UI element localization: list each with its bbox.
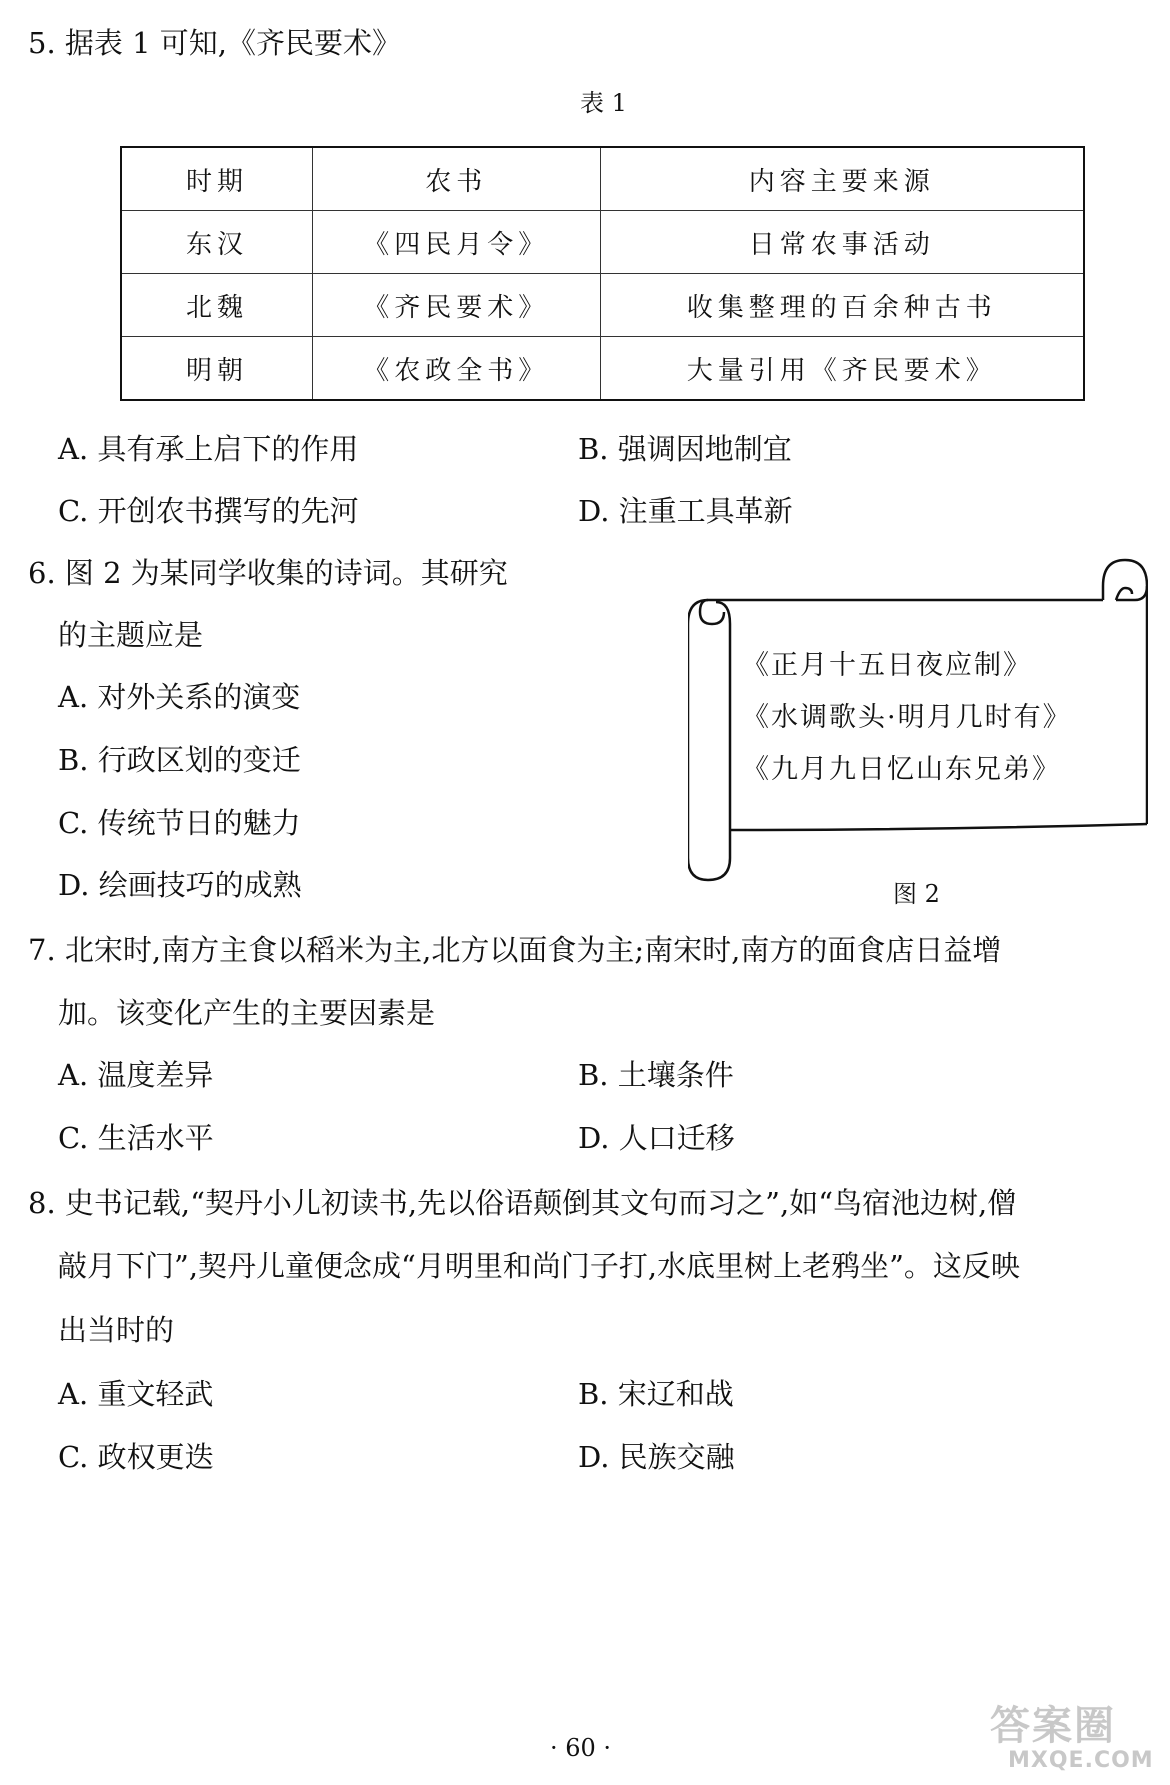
- agricultural-books-table: [120, 146, 1085, 401]
- q8-option-a[interactable]: A. 重文轻武: [58, 1377, 214, 1411]
- watermark-logo: [990, 1694, 1116, 1751]
- watermark-text: 答案圈: [990, 1703, 1116, 1749]
- scroll-poem-2: 《水调歌头·明月几时有》: [742, 702, 1072, 733]
- table-cell: 收集整理的百余种古书: [600, 274, 1084, 337]
- q6-option-d[interactable]: D. 绘画技巧的成熟: [58, 868, 302, 902]
- table-caption: 表 1: [580, 89, 627, 117]
- q7-option-a[interactable]: A. 温度差异: [58, 1058, 214, 1092]
- q6-option-b[interactable]: B. 行政区划的变迁: [58, 743, 301, 777]
- q7-option-c[interactable]: C. 生活水平: [58, 1121, 214, 1155]
- figure-caption: 图 2: [893, 880, 940, 908]
- watermark-url: MXQE.COM: [1008, 1748, 1154, 1773]
- q6-option-a[interactable]: A. 对外关系的演变: [58, 680, 301, 714]
- q5-option-a[interactable]: A. 具有承上启下的作用: [58, 432, 359, 466]
- q5-option-d[interactable]: D. 注重工具革新: [578, 494, 793, 528]
- table-header-cell: 内容主要来源: [600, 147, 1084, 211]
- table-cell: 北魏: [121, 274, 313, 337]
- q8-option-c[interactable]: C. 政权更迭: [58, 1440, 214, 1474]
- table-cell: 明朝: [121, 337, 313, 401]
- table-cell: 东汉: [121, 211, 313, 274]
- q7-option-d[interactable]: D. 人口迁移: [578, 1121, 735, 1155]
- scroll-poem-1: 《正月十五日夜应制》: [742, 650, 1032, 681]
- q5-option-b[interactable]: B. 强调因地制宜: [578, 432, 792, 466]
- q6-option-c[interactable]: C. 传统节日的魅力: [58, 806, 301, 840]
- table-header-cell: 农书: [313, 147, 600, 211]
- table-cell: 《农政全书》: [313, 337, 600, 401]
- scroll-poem-3: 《九月九日忆山东兄弟》: [742, 754, 1061, 785]
- q7-stem-line2: 加。该变化产生的主要因素是: [58, 996, 436, 1030]
- q8-stem-line3: 出当时的: [58, 1313, 175, 1347]
- table-cell: 《四民月令》: [313, 211, 600, 274]
- q8-option-b[interactable]: B. 宋辽和战: [578, 1377, 734, 1411]
- q8-option-d[interactable]: D. 民族交融: [578, 1440, 735, 1474]
- page-number: · 60 ·: [550, 1734, 612, 1762]
- q5-option-c[interactable]: C. 开创农书撰写的先河: [58, 494, 359, 528]
- q8-stem-line1: 8. 史书记载,“契丹小儿初读书,先以俗语颠倒其文句而习之”,如“鸟宿池边树,僧: [28, 1186, 1017, 1220]
- table-cell: 日常农事活动: [600, 211, 1084, 274]
- table-cell: 《齐民要术》: [313, 274, 600, 337]
- q7-option-b[interactable]: B. 土壤条件: [578, 1058, 734, 1092]
- table-row: [121, 211, 1084, 274]
- table-header-cell: 时期: [121, 147, 313, 211]
- table-row: [121, 274, 1084, 337]
- q8-stem-line2: 敲月下门”,契丹儿童便念成“月明里和尚门子打,水底里树上老鸦坐”。这反映: [58, 1249, 1020, 1283]
- q6-stem-line1: 6. 图 2 为某同学收集的诗词。其研究: [28, 556, 508, 590]
- q7-stem-line1: 7. 北宋时,南方主食以稻米为主,北方以面食为主;南宋时,南方的面食店日益增: [28, 933, 1002, 967]
- table-cell: 大量引用《齐民要术》: [600, 337, 1084, 401]
- table-header-row: [121, 147, 1084, 211]
- q5-stem: 5. 据表 1 可知,《齐民要术》: [28, 26, 401, 60]
- q6-stem-line2: 的主题应是: [58, 618, 204, 652]
- table-row: [121, 337, 1084, 401]
